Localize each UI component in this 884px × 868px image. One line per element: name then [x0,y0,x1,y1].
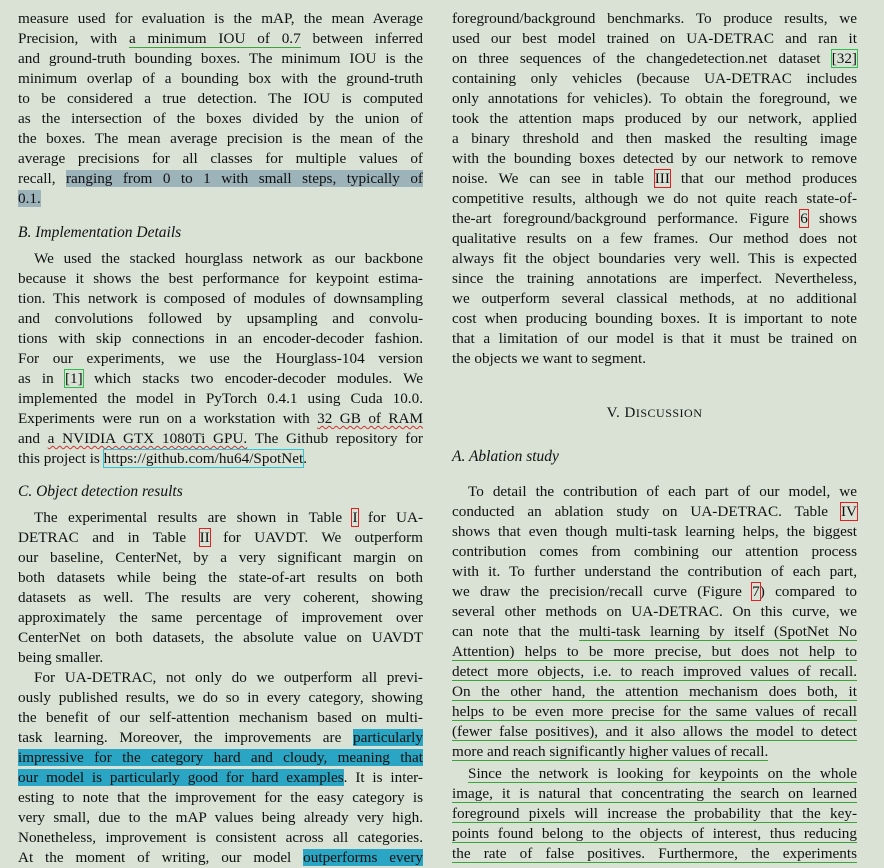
text-line [452,764,857,784]
highlight-gray: 0.1. [18,190,41,207]
text-line [452,784,857,804]
text-line: the benefit of our self-attention mechanism based on multi- [18,709,423,726]
text-line: For our experiments, we use the Hourglass-104 version [18,350,423,367]
figure-ref-link[interactable]: 7 [752,583,760,600]
text-line [452,662,857,682]
highlight-underline: Since the network is looking for keypoints on the whole [468,765,857,782]
figure-ref-link[interactable]: 6 [800,210,808,227]
text-line: containing only vehicles (because UA-DETRAC includes [452,70,857,87]
text-line [18,189,423,209]
text-line: conducted an ablation study on UA-DETRAC. Table IV [452,503,857,520]
text-line: as in [1] which stacks two encoder-decoder modules. We [18,370,423,387]
highlight-underline: image, it is natural that concentrating the search on learned [452,785,857,802]
text-line: to be considered a true detection. The IOU is computed [18,90,423,107]
text-line: ously published results, we do so in every category, showing [18,689,423,706]
text-line: as the intersection of the boxes divided by the union of [18,110,423,127]
text-line: a binary threshold and then masked the resulting image [452,130,857,147]
subsection-heading: C. Object detection results [18,483,183,500]
text-line: and ground-truth bounding boxes. The minimum IOU is the [18,50,423,67]
highlight-underline: (fewer false positives), and it also allows the model to detect [452,723,857,740]
text-line: CenterNet on both datasets, the absolute value on UAVDT [18,629,423,646]
text-line [452,844,857,864]
text-line: contribution comes from combining our attention process [452,543,857,560]
text-line: tions with skip connections in an encoder-decoder fashion. [18,330,423,347]
table-ref-link[interactable]: IV [840,503,857,520]
highlight-underline: multi-task learning by itself (SpotNet No [578,623,857,640]
text-line: that a limitation of our model is that it must be trained on [452,330,857,347]
section-heading: V. DISCUSSION [606,405,703,421]
highlight-underline: Attention) helps to be more precise, but does not help to [452,643,857,660]
text-line: To detail the contribution of each part of our model, we [468,483,857,500]
text-line [452,824,857,844]
text-line: task learning. Moreover, the improvements are particularly [18,729,423,746]
highlight-teal: our model is particularly good for hard examples [18,769,344,786]
text-line: with it. To further understand the contribution of each part, [452,563,857,580]
text-line: minimum overlap of a bounding box with the ground-truth [18,70,423,87]
text-line: For UA-DETRAC, not only do we outperform all previ- [34,669,423,686]
highlight-squiggle: 32 GB of RAM [317,410,423,427]
text-line: always fit the object boundaries very well. This is expected [452,250,857,267]
highlight-underline: a minimum IOU of 0.7 [128,30,301,47]
text-line: At the moment of writing, our model outperforms every [18,849,423,866]
text-line: several other methods on UA-DETRAC. On this curve, we [452,603,857,620]
text-line: our baseline, CenterNet, by a very significant margin on [18,549,423,566]
text-line: the objects we want to segment. [452,350,647,367]
subsection-heading: A. Ablation study [452,448,559,465]
highlight-underline: helps to be even more precise for the same values of recall [452,703,857,720]
highlight-underline: points found belong to the objects of interest, thus reducing [452,825,857,842]
text-line: datasets as well. The results are very coherent, showing [18,589,423,606]
text-line: Precision, with a minimum IOU of 0.7 between inferred [18,30,423,47]
text-line: approximately the same percentage of improvement over [18,609,423,626]
text-line [452,722,857,742]
table-ref-link[interactable]: I [352,509,358,526]
text-line: because it shows the best performance for keypoint estima- [18,270,423,287]
subsection-heading: B. Implementation Details [18,224,182,241]
highlight-gray: ranging from 0 to 1 with small steps, typically of [65,170,423,187]
citation-link[interactable]: [1] [64,370,83,387]
text-line [452,642,857,662]
text-line [18,748,423,768]
text-line: esting to note that the improvement for the easy category is [18,789,423,806]
highlight-teal: particularly [353,729,423,746]
text-line: being smaller. [18,649,104,666]
text-line: only annotations for vehicles). To obtain the foreground, we [452,90,857,107]
text-line: competitive results, although we do not quite reach state-of- [452,190,857,207]
text-line: The experimental results are shown in Table I for UA- [34,509,423,526]
text-line: with the bounding boxes detected by our network to remove [452,150,857,167]
text-line: the boxes. The mean average precision is the mean of the [18,130,423,147]
text-line: we outperform several classical methods, at no additional [452,290,857,307]
text-line: and convolutions followed by upsampling and convolu- [18,310,423,327]
text-line: Nonetheless, improvement is consistent across all categories. [18,829,423,846]
highlight-underline: more and reach significantly higher values of recall. [452,743,769,760]
text-line: cost when producing bounding boxes. It is important to note [452,310,857,327]
text-line: tion. This network is composed of modules of downsampling [18,290,423,307]
text-line: this project is https://github.com/hu64/SpotNet. [18,450,307,467]
highlight-squiggle: a NVIDIA GTX 1080Ti GPU. [47,430,248,447]
text-line: can note that the multi-task learning by itself (SpotNet No [452,623,857,640]
text-line: on three sequences of the changedetection.net dataset [32] [452,50,857,67]
text-line: foreground/background benchmarks. To produce results, we [452,10,857,27]
text-line: qualitative results on a few frames. Our method does not [452,230,857,247]
text-line: very small, due to the mAP values being already very high. [18,809,423,826]
text-line: measure used for evaluation is the mAP, the mean Average [18,10,423,27]
text-line [452,742,857,762]
text-line: took the attention maps produced by our network, applied [452,110,857,127]
text-line: DETRAC and in Table II for UAVDT. We outperform [18,529,423,546]
highlight-teal: impressive for the category hard and cloudy, meaning that [18,749,423,766]
text-line [452,804,857,824]
text-line: used our best model trained on UA-DETRAC and ran it [452,30,857,47]
table-ref-link[interactable]: III [654,170,670,187]
highlight-teal: outperforms every [303,849,423,866]
github-link[interactable]: https://github.com/hu64/SpotNet [103,450,304,467]
text-line: we draw the precision/recall curve (Figure 7) compared to [452,583,858,600]
highlight-underline: On the other hand, the attention mechanism does both, it [452,683,857,700]
text-line: the-art foreground/background performance. Figure 6 shows [452,210,858,227]
text-line: since the training annotations are imperfect. Nevertheless, [452,270,857,287]
text-line: noise. We can see in table III that our method produces [452,170,857,187]
text-line: average precisions for all classes for multiple values of [18,150,423,167]
text-line: shows that even though multi-task learning helps, the biggest [452,523,857,540]
text-line: We used the stacked hourglass network as our backbone [34,250,423,267]
table-ref-link[interactable]: II [199,529,210,546]
citation-link[interactable]: [32] [831,50,857,67]
text-line: recall, ranging from 0 to 1 with small steps, typically of [18,170,423,187]
text-line: both datasets while being the state-of-art results on both [18,569,423,586]
text-line [452,702,857,722]
text-line: Experiments were run on a workstation with 32 GB of RAM [18,410,423,427]
text-line [452,682,857,702]
text-line: implemented the model in PyTorch 0.4.1 using Cuda 10.0. [18,390,423,407]
highlight-underline: the rate of false positives. Furthermore, the experiments [452,845,857,862]
text-line: our model is particularly good for hard examples. It is inter- [18,769,423,786]
highlight-underline: foreground pixels will increase the probability that the key- [452,805,857,822]
text-line: and a NVIDIA GTX 1080Ti GPU. The Github repository for [18,430,423,447]
highlight-underline: detect more objects, i.e. to reach improved values of recall. [452,663,857,680]
